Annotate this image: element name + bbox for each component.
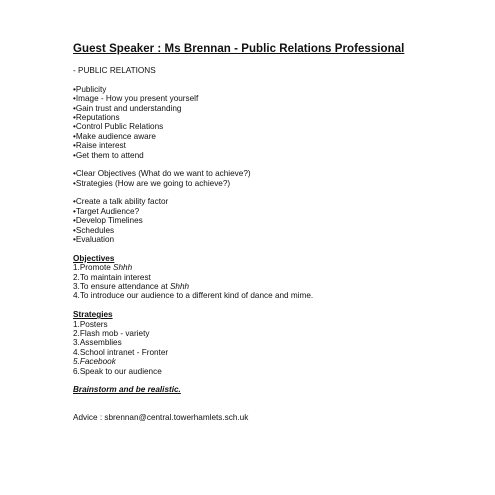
list-item: •Strategies (How are we going to achieve?)	[73, 178, 231, 188]
objectives-section	[73, 254, 473, 301]
planning-list	[73, 169, 473, 188]
list-item	[73, 263, 473, 272]
pr-list	[73, 85, 473, 160]
section-label: - PUBLIC RELATIONS	[73, 66, 156, 75]
objectives-heading: Objectives	[73, 253, 115, 263]
spacer	[73, 244, 473, 253]
spacer	[73, 301, 473, 310]
list-item: •Clear Objectives (What do we want to achieve?)	[73, 169, 251, 179]
advice-contact: Advice : sbrennan@central.towerhamlets.sch.uk	[73, 413, 249, 423]
list-item: •Gain trust and understanding	[73, 103, 182, 113]
list-item: •Create a talk ability factor	[73, 197, 169, 207]
spacer	[73, 395, 473, 404]
spacer	[73, 75, 473, 84]
strategies-section	[73, 310, 473, 376]
list-item: •Get them to attend	[73, 150, 144, 160]
list-item: •Develop Timelines	[73, 216, 143, 226]
list-item: 5.Facebook	[73, 357, 116, 367]
list-item: •Target Audience?	[73, 206, 140, 216]
list-item: 6.Speak to our audience	[73, 366, 162, 376]
item-text: 3.To ensure attendance at	[73, 281, 170, 291]
spacer	[73, 188, 473, 197]
item-text: 1.Promote	[73, 263, 114, 273]
list-item	[73, 273, 473, 282]
item-emphasis: Shhh	[169, 281, 190, 291]
list-item: •Evaluation	[73, 235, 115, 245]
list-item: •Reputations	[73, 112, 120, 122]
list-item: 2.Flash mob - variety	[73, 328, 150, 338]
item-text: 4.To introduce our audience to a different kind of dance and mime.	[73, 291, 314, 301]
list-item: •Control Public Relations	[73, 122, 164, 132]
strategies-heading: Strategies	[73, 310, 113, 320]
spacer	[73, 376, 473, 385]
list-item: 4.School intranet - Fronter	[73, 347, 169, 357]
item-text: 2.To maintain interest	[73, 272, 151, 282]
list-item	[73, 282, 473, 291]
list-item	[73, 291, 473, 300]
document-body	[73, 66, 473, 423]
list-item: 1.Posters	[73, 319, 108, 329]
list-item: •Schedules	[73, 225, 115, 235]
list-item: •Publicity	[73, 84, 107, 94]
spacer	[73, 404, 473, 413]
document-title: Guest Speaker : Ms Brennan - Public Relations Professional	[73, 43, 405, 55]
closing-note: Brainstorm and be realistic.	[73, 385, 181, 395]
list-item: 3.Assemblies	[73, 338, 122, 348]
list-item: •Image - How you present yourself	[73, 94, 199, 104]
spacer	[73, 160, 473, 169]
task-list	[73, 197, 473, 244]
item-emphasis: Shhh	[113, 263, 133, 273]
list-item: •Raise interest	[73, 141, 126, 151]
list-item: •Make audience aware	[73, 131, 156, 141]
